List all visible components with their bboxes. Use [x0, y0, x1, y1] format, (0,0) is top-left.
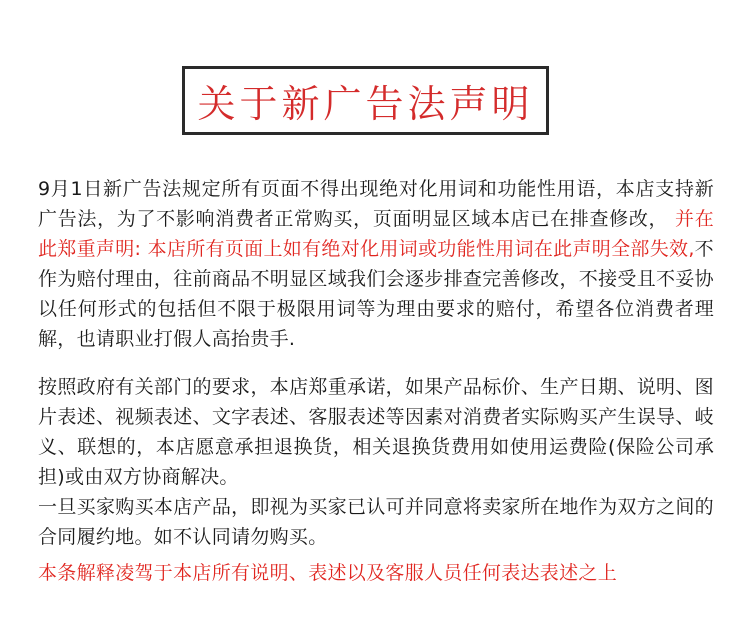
paragraph-ad-law	[38, 174, 714, 354]
paragraph-commitment: 按照政府有关部门的要求，本店郑重承诺，如果产品标价、生产日期、说明、图片表述、视频表述、文字表述、客服表述等因素对消费者实际购买产生误导、岐义、联想的，本店愿意承担退换货，相关退换货费用如使用运费险(保险公司承担)或由双方协商解决。	[38, 376, 714, 488]
paragraph-ad-law-intro: 9月1日新广告法规定所有页面不得出现绝对化用词和功能性用语，本店支持新广告法，为了不影响消费者正常购买，页面明显区域本店已在排查修改，	[38, 178, 714, 230]
page-title: 关于新广告法声明	[197, 82, 534, 126]
paragraph-precedence: 本条解释凌驾于本店所有说明、表述以及客服人员任何表达表述之上	[38, 562, 618, 584]
declaration-content	[38, 174, 714, 588]
paragraph-contract-location: 一旦买家购买本店产品，即视为买家已认可并同意将卖家所在地作为双方之间的合同履约地。如不认同请勿购买。	[38, 496, 714, 548]
paragraph-ad-law-declaration: 并在此郑重声明: 本店所有页面上如有绝对化用词或功能性用词在此声明全部失效,	[38, 208, 714, 260]
paragraph-ad-law-closing: 不作为赔付理由，往前商品不明显区域我们会逐步排查完善修改，不接受且不妥协以任何形式的包括但不限于极限用词等为理由要求的赔付，希望各位消费者理解，也请职业打假人高抬贵手.	[38, 238, 714, 350]
title-box	[182, 66, 549, 135]
